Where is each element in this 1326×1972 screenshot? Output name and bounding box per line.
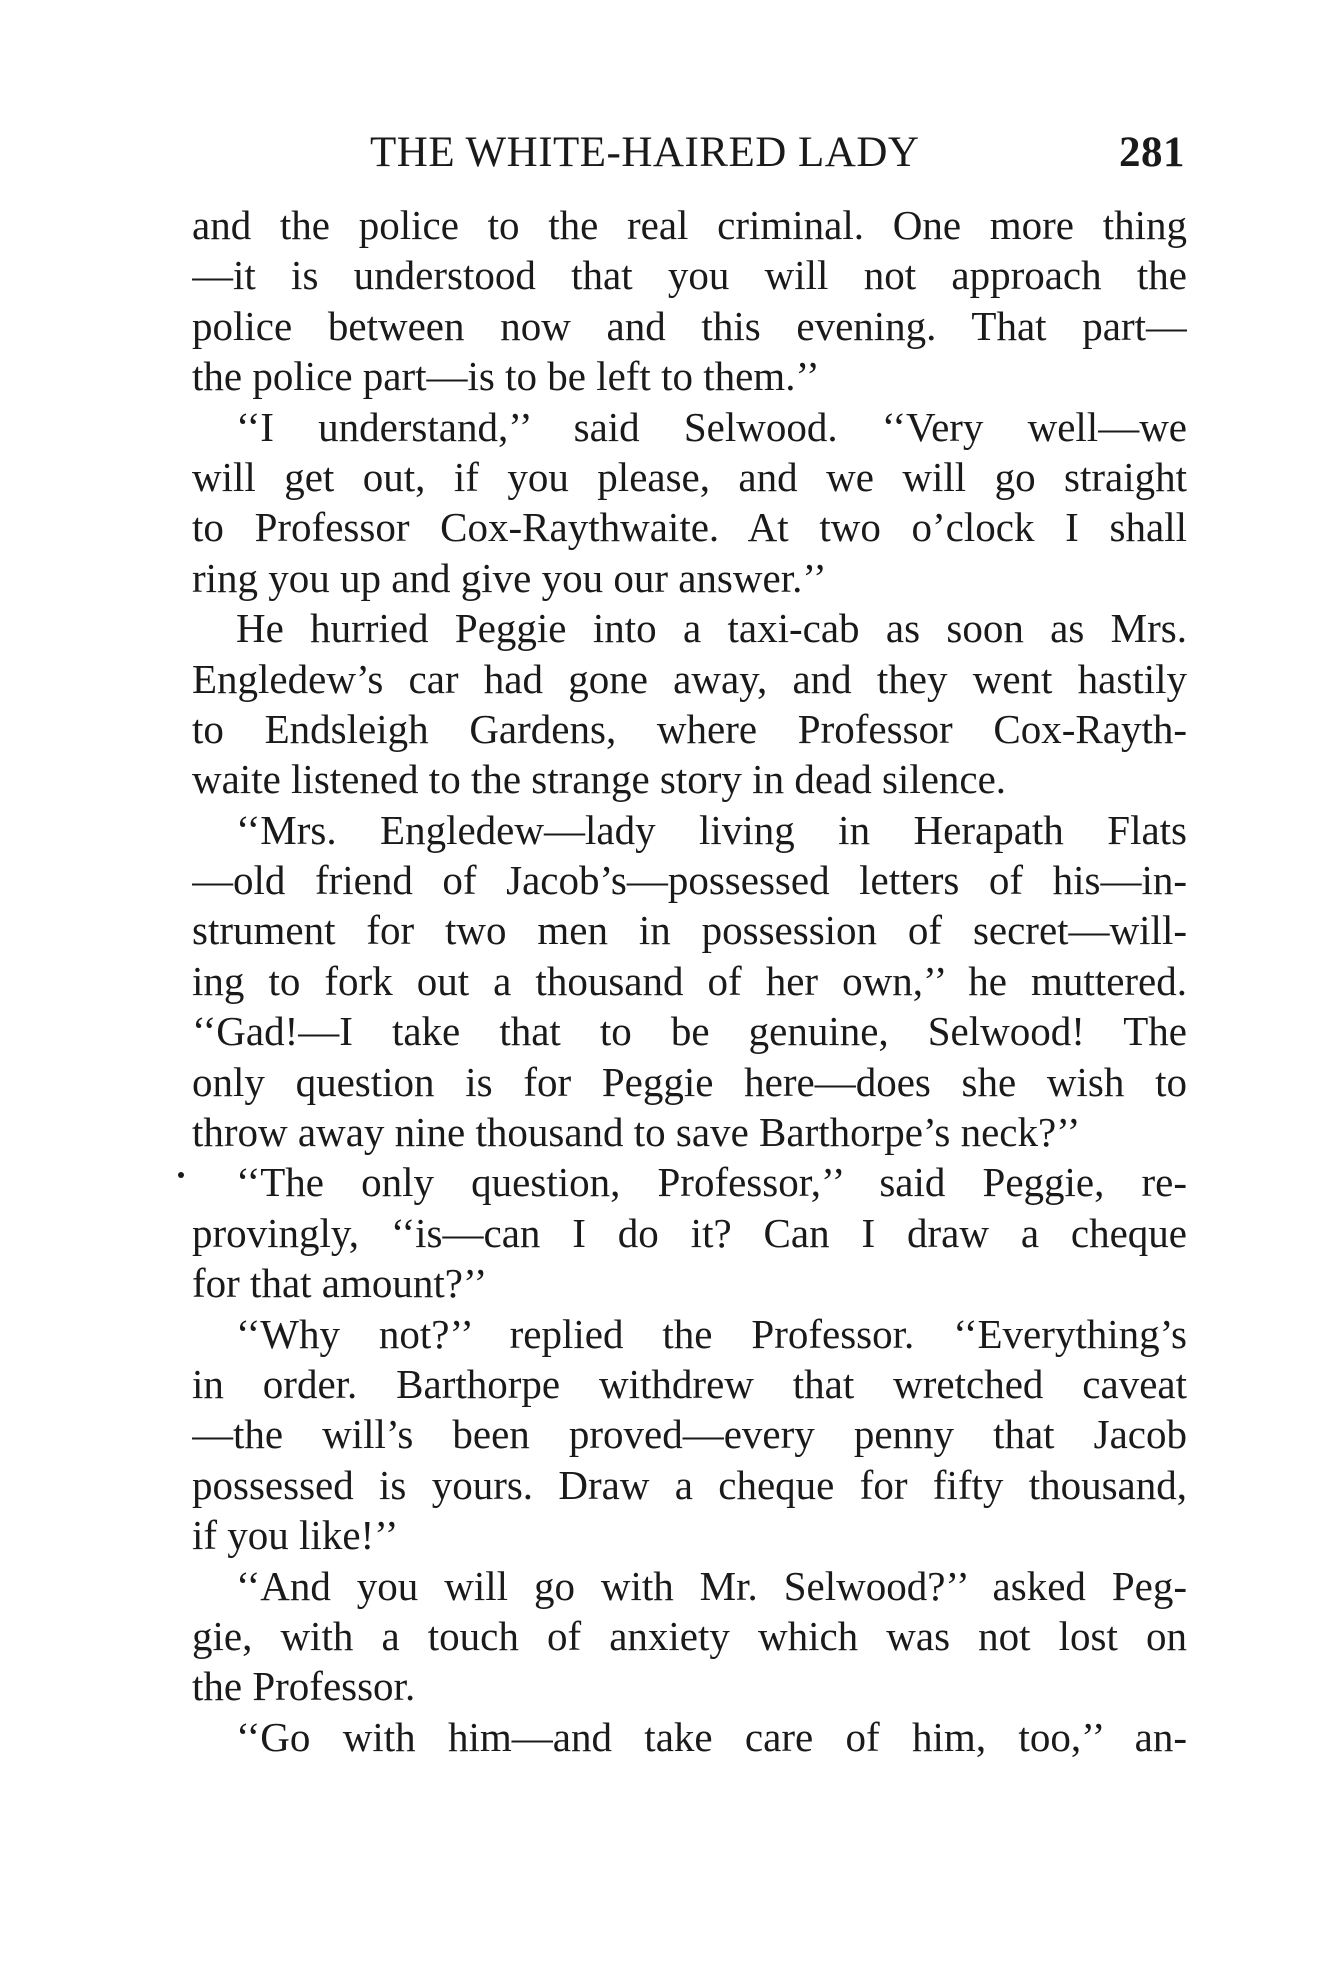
text-line: ring you up and give you our answer.’’ bbox=[192, 554, 827, 601]
text-line: the Professor. bbox=[192, 1663, 416, 1710]
text-line: ‘‘Gad!—I take that to be genuine, Selwood! The bbox=[192, 1008, 1187, 1055]
text-line: ‘‘And you will go with Mr. Selwood?’’ asked Peg- bbox=[236, 1562, 1187, 1609]
text-line: —it is understood that you will not approach the bbox=[192, 252, 1187, 299]
text-line: to Professor Cox-Raythwaite. At two o’clock I shall bbox=[192, 504, 1187, 551]
text-line: ing to fork out a thousand of her own,’’ he muttered. bbox=[192, 957, 1187, 1004]
text-line: throw away nine thousand to save Barthorpe’s neck?’’ bbox=[192, 1109, 1081, 1156]
running-head bbox=[370, 128, 1185, 184]
text-line: in order. Barthorpe withdrew that wretched caveat bbox=[192, 1360, 1187, 1407]
text-line: police between now and this evening. That part— bbox=[192, 302, 1187, 349]
text-line: the police part—is to be left to them.’’ bbox=[192, 353, 820, 400]
text-line: Engledew’s car had gone away, and they went hastily bbox=[192, 655, 1187, 702]
stray-ink-mark bbox=[178, 1172, 184, 1178]
text-line: for that amount?’’ bbox=[192, 1260, 488, 1307]
text-line: only question is for Peggie here—does she wish to bbox=[192, 1058, 1187, 1105]
text-line: —the will’s been proved—every penny that Jacob bbox=[192, 1411, 1187, 1458]
text-line: ‘‘Mrs. Engledew—lady living in Herapath Flats bbox=[236, 806, 1187, 853]
text-line: strument for two men in possession of secret—will- bbox=[192, 907, 1187, 954]
running-title: THE WHITE-HAIRED LADY bbox=[370, 129, 920, 176]
text-line: provingly, ‘‘is—can I do it? Can I draw a cheque bbox=[192, 1209, 1187, 1256]
text-line: to Endsleigh Gardens, where Professor Cox-Rayth- bbox=[192, 705, 1187, 752]
text-line: waite listened to the strange story in dead silence. bbox=[192, 756, 1007, 803]
body-text bbox=[192, 200, 1187, 1762]
text-line: will get out, if you please, and we will go straight bbox=[192, 453, 1187, 500]
text-line: ‘‘Go with him—and take care of him, too,’’ an- bbox=[236, 1713, 1187, 1760]
text-line: ‘‘Why not?’’ replied the Professor. ‘‘Everything’s bbox=[236, 1310, 1187, 1357]
text-line: possessed is yours. Draw a cheque for fifty thousand, bbox=[192, 1461, 1187, 1508]
text-line: gie, with a touch of anxiety which was not lost on bbox=[192, 1612, 1187, 1659]
page-number: 281 bbox=[1119, 129, 1185, 176]
text-line: He hurried Peggie into a taxi-cab as soon as Mrs. bbox=[236, 605, 1187, 652]
text-line: ‘‘The only question, Professor,’’ said Peggie, re- bbox=[236, 1159, 1187, 1206]
text-line: —old friend of Jacob’s—possessed letters of his—in- bbox=[192, 857, 1187, 904]
text-line: and the police to the real criminal. One more thing bbox=[192, 202, 1187, 248]
text-line: if you like!’’ bbox=[192, 1512, 399, 1559]
text-line: ‘‘I understand,’’ said Selwood. ‘‘Very well—we bbox=[236, 403, 1187, 450]
